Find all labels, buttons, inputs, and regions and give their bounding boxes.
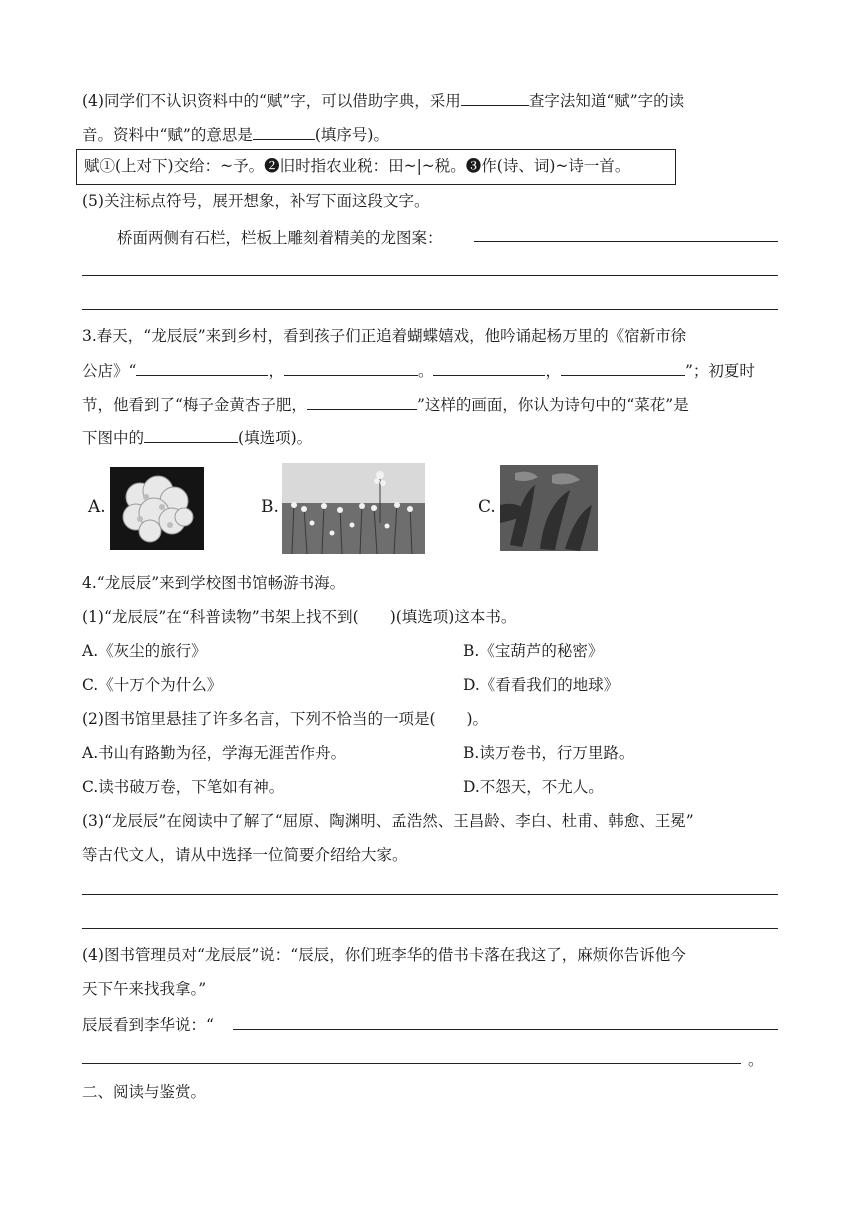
q3-line2: 公店》“ ， 。 ， ”；初夏时 (82, 359, 755, 382)
answer-line[interactable] (82, 894, 778, 895)
section-2-title: 二、阅读与鉴赏。 (82, 1083, 207, 1101)
answer-line[interactable] (82, 1063, 741, 1064)
answer-line[interactable] (474, 241, 778, 242)
rapeseed-flower-field-image (282, 463, 425, 554)
option-b-label: B. (261, 497, 279, 517)
q4-1-option-b[interactable]: B.《宝葫芦的秘密》 (463, 642, 604, 660)
answer-blank-lookup-method[interactable] (461, 89, 529, 106)
q4-3-line1: (3)“龙辰辰”在阅读中了解了“屈原、陶渊明、孟浩然、王昌龄、李白、杜甫、韩愈、王冕” (82, 812, 694, 830)
q4-3-line2: 等古代文人，请从中选择一位简要介绍给大家。 (82, 846, 408, 864)
answer-line[interactable] (82, 928, 778, 929)
q4-2-option-a[interactable]: A.书山有路勤为径，学海无涯苦作舟。 (82, 744, 347, 762)
answer-blank-poem-5[interactable] (307, 393, 417, 410)
dictionary-entry-text: 赋①(上对下)交给：~予。❷旧时指农业税：田~|~税。❸作(诗、词)~诗一首。 (84, 157, 631, 175)
answer-line[interactable] (82, 275, 778, 276)
answer-blank-poem-1[interactable] (136, 359, 268, 376)
q4-2-option-b[interactable]: B.读万卷书，行万里路。 (463, 744, 635, 762)
q2-4-line2: 音。资料中“赋”的意思是 (填序号)。 (82, 123, 389, 146)
q4-2-text: (2)图书馆里悬挂了许多名言，下列不恰当的一项是( )。 (82, 710, 489, 728)
q4-4-end-mark: 。 (748, 1051, 764, 1069)
q4-1-option-d[interactable]: D.《看看我们的地球》 (463, 676, 620, 694)
q2-4-line1: (4)同学们不认识资料中的“赋”字，可以借助字典，采用 查字法知道“赋”字的读 (82, 89, 684, 112)
answer-line[interactable] (82, 309, 778, 310)
q4-4-line3: 辰辰看到李华说：“ (82, 1016, 214, 1034)
q3-line4: 下图中的 (填选项)。 (82, 426, 312, 449)
cauliflower-image (110, 467, 204, 550)
q4-2-option-d[interactable]: D.不怨天，不尤人。 (463, 778, 604, 796)
answer-blank-meaning[interactable] (253, 123, 315, 140)
option-a-label: A. (88, 497, 106, 517)
answer-blank-poem-3[interactable] (433, 359, 545, 376)
q4-4-line2: 天下午来找我拿。” (82, 980, 207, 998)
q2-5-prompt: 桥面两侧有石栏，栏板上雕刻着精美的龙图案： (117, 229, 443, 247)
answer-line[interactable] (233, 1029, 778, 1030)
answer-blank-poem-2[interactable] (284, 359, 418, 376)
q4-title: 4.“龙辰辰”来到学校图书馆畅游书海。 (82, 574, 346, 592)
option-c-label: C. (478, 497, 496, 517)
q4-4-line1: (4)图书管理员对“龙辰辰”说：“辰辰，你们班李华的借书卡落在我这了，麻烦你告诉他今 (82, 946, 686, 964)
leafy-vegetable-image (500, 465, 598, 551)
q4-1-option-a[interactable]: A.《灰尘的旅行》 (82, 642, 207, 660)
q2-5-title: (5)关注标点符号，展开想象，补写下面这段文字。 (82, 192, 430, 210)
q3-line3: 节，他看到了“梅子金黄杏子肥， ”这样的画面，你认为诗句中的“菜花”是 (82, 393, 689, 416)
answer-blank-poem-4[interactable] (561, 359, 685, 376)
q3-line1: 3.春天，“龙辰辰”来到乡村，看到孩子们正追着蝴蝶嬉戏，他吟诵起杨万里的《宿新市徐 (82, 327, 687, 345)
q4-1-option-c[interactable]: C.《十万个为什么》 (82, 676, 223, 694)
answer-blank-option[interactable] (144, 426, 238, 443)
q4-2-option-c[interactable]: C.读书破万卷，下笔如有神。 (82, 778, 285, 796)
q4-1-text: (1)“龙辰辰”在“科普读物”书架上找不到( )(填选项)这本书。 (82, 608, 517, 626)
